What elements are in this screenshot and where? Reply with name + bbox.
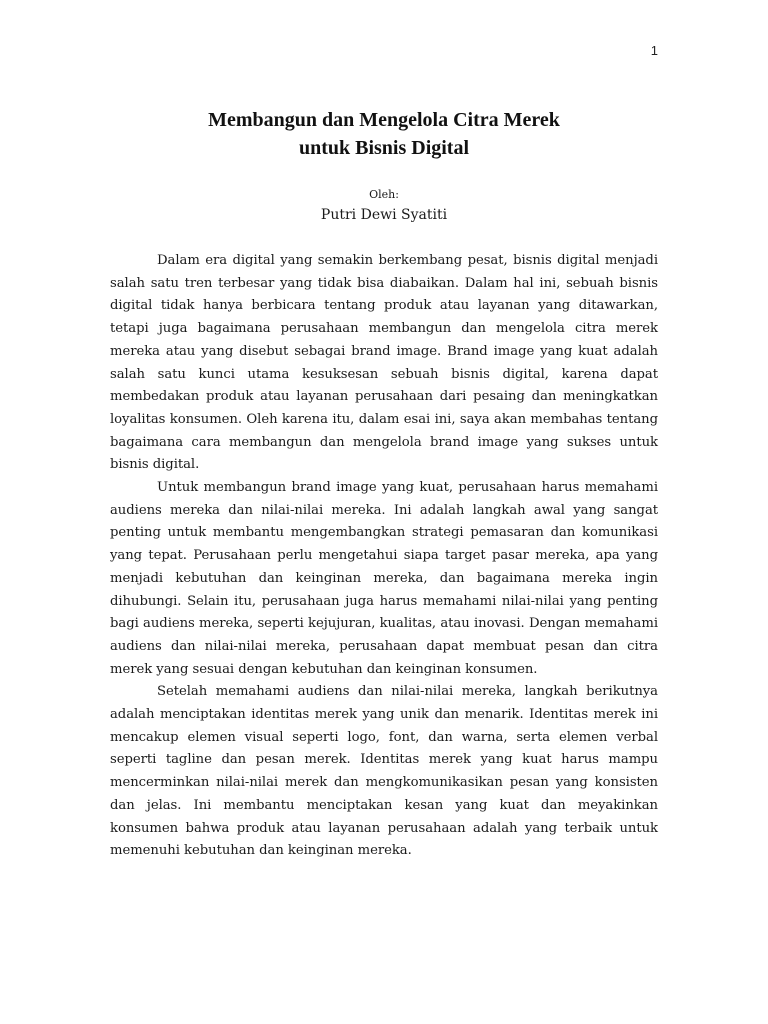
title-line-2: untuk Bisnis Digital [298, 137, 470, 159]
page-number: 1 [650, 43, 658, 58]
title-line-1: Membangun dan Mengelola Citra Merek [208, 109, 560, 131]
paragraph-3: Setelah memahami audiens dan nilai-nilai mereka, langkah berikutnya adalah menciptakan identitas merek yang unik dan menarik. Identitas merek ini mencakup elemen visual seperti logo, font, dan warna, serta elemen verbal seperti tagline dan pesan merek. Identitas merek yang kuat harus mampu mencerminkan nilai-nilai merek dan mengkomunikasikan pesan yang konsisten dan jelas. Ini membantu menciptakan kesan yang kuat dan meyakinkan konsumen bahwa produk atau layanan perusahaan adalah yang terbaik untuk memenuhi kebutuhan dan keinginan mereka. [110, 684, 658, 859]
author-name: Putri Dewi Syatiti [320, 207, 448, 223]
paragraph-1: Dalam era digital yang semakin berkembang pesat, bisnis digital menjadi salah satu tren terbesar yang tidak bisa diabaikan. Dalam hal ini, sebuah bisnis digital tidak hanya berbicara tentang produk atau layanan yang ditawarkan, tetapi juga bagaimana perusahaan membangun dan mengelola citra merek mereka atau yang disebut sebagai brand image. Brand image yang kuat adalah salah satu kunci utama kesuksesan sebuah bisnis digital, karena dapat membedakan produk atau layanan perusahaan dari pesaing dan meningkatkan loyalitas konsumen. Oleh karena itu, dalam esai ini, saya akan membahas tentang bagaimana cara membangun dan mengelola brand image yang sukses untuk bisnis digital. [110, 253, 658, 473]
essay-body [110, 250, 658, 863]
paragraph-2: Untuk membangun brand image yang kuat, perusahaan harus memahami audiens mereka dan nilai-nilai mereka. Ini adalah langkah awal yang sangat penting untuk membantu mengembangkan strategi pemasaran dan komunikasi yang tepat. Perusahaan perlu mengetahui siapa target pasar mereka, apa yang menjadi kebutuhan dan keinginan mereka, dan bagaimana mereka ingin dihubungi. Selain itu, perusahaan juga harus memahami nilai-nilai yang penting bagi audiens mereka, seperti kejujuran, kualitas, atau inovasi. Dengan memahami audiens dan nilai-nilai mereka, perusahaan dapat membuat pesan dan citra merek yang sesuai dengan kebutuhan dan keinginan konsumen. [110, 480, 658, 677]
document-title [110, 106, 658, 162]
byline-label: Oleh: [369, 188, 399, 201]
